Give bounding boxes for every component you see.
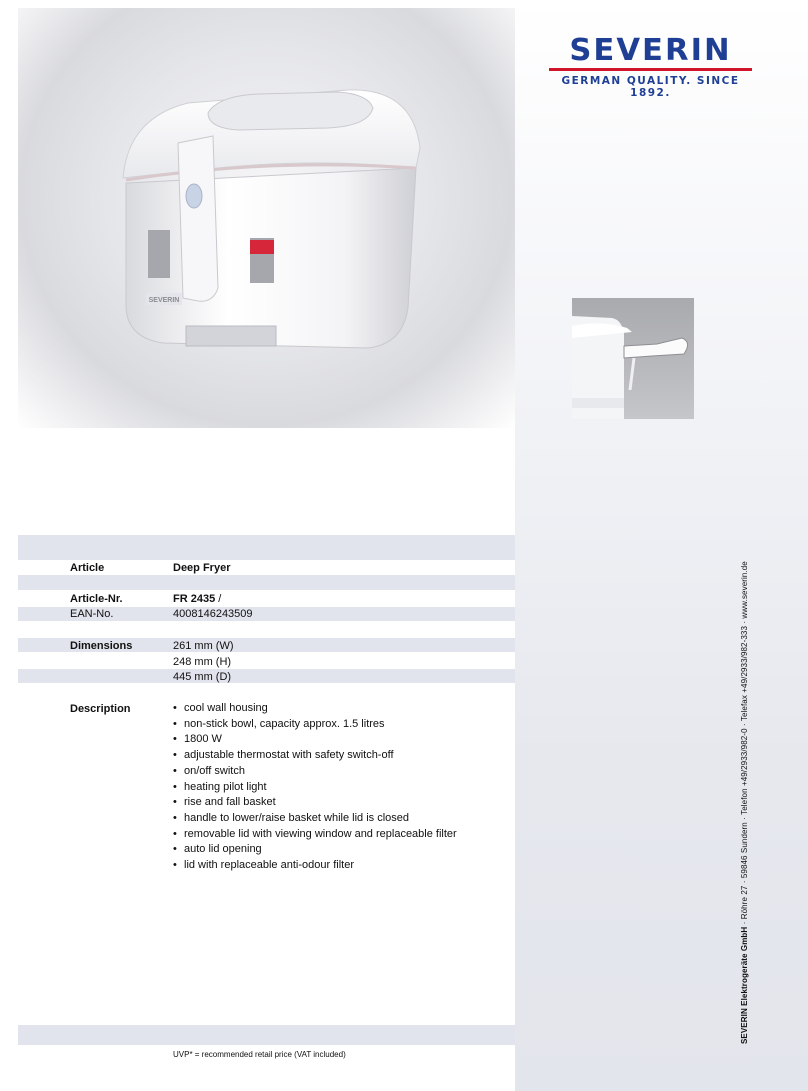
list-item: • lid with replaceable anti-odour filter [173, 858, 457, 874]
uvp-footnote: UVP* = recommended retail price (VAT included) [173, 1050, 346, 1059]
dimension-height: 248 mm (H) [173, 656, 232, 668]
sidebar-gradient-panel [515, 0, 808, 1091]
deep-fryer-image [18, 8, 515, 428]
ean-label: EAN-No. [70, 608, 114, 620]
company-contact-line [740, 561, 749, 1044]
product-hero-image [18, 8, 515, 428]
list-item: • cool wall housing [173, 701, 457, 717]
article-nr-label: Article-Nr. [70, 593, 123, 605]
list-item: • adjustable thermostat with safety switch-off [173, 748, 457, 764]
dimension-width: 261 mm (W) [173, 640, 234, 652]
logo-wordmark: SEVERIN [569, 33, 732, 68]
severin-logo [549, 33, 752, 99]
list-item: • on/off switch [173, 764, 457, 780]
logo-tagline: GERMAN QUALITY. SINCE 1892. [561, 75, 740, 99]
dimensions-label: Dimensions [70, 640, 133, 652]
description-label: Description [70, 703, 131, 715]
list-item: • non-stick bowl, capacity approx. 1.5 litres [173, 717, 457, 733]
article-nr-value [173, 592, 221, 606]
list-item: • heating pilot light [173, 780, 457, 796]
company-address: · Röhre 27 · 59846 Sundern · Telefon +49/2933/982-0 · Telefax +49/2933/982-333 · www.severin.de [740, 561, 749, 927]
fryer-basket-detail-image [572, 298, 694, 419]
list-item: • removable lid with viewing window and replaceable filter [173, 827, 457, 843]
article-label: Article [70, 562, 105, 574]
spec-footer-band [18, 1025, 515, 1045]
description-list [173, 701, 457, 874]
device-brand-label: SEVERIN [148, 297, 180, 304]
article-nr-suffix: / [215, 593, 222, 605]
list-item: • rise and fall basket [173, 795, 457, 811]
spec-band [18, 669, 515, 683]
article-nr-number: FR 2435 [173, 593, 216, 605]
logo-red-bar [549, 68, 752, 71]
list-item: • handle to lower/raise basket while lid is closed [173, 811, 457, 827]
list-item: • 1800 W [173, 732, 457, 748]
ean-value: 4008146243509 [173, 608, 253, 620]
article-value: Deep Fryer [173, 562, 231, 574]
list-item: • auto lid opening [173, 842, 457, 858]
dimension-depth: 445 mm (D) [173, 671, 232, 683]
fryer-basket-detail-icon [572, 298, 694, 419]
spec-header-band [18, 535, 515, 560]
company-name: SEVERIN Elektrogeräte GmbH [740, 926, 749, 1044]
spec-band [18, 575, 515, 590]
